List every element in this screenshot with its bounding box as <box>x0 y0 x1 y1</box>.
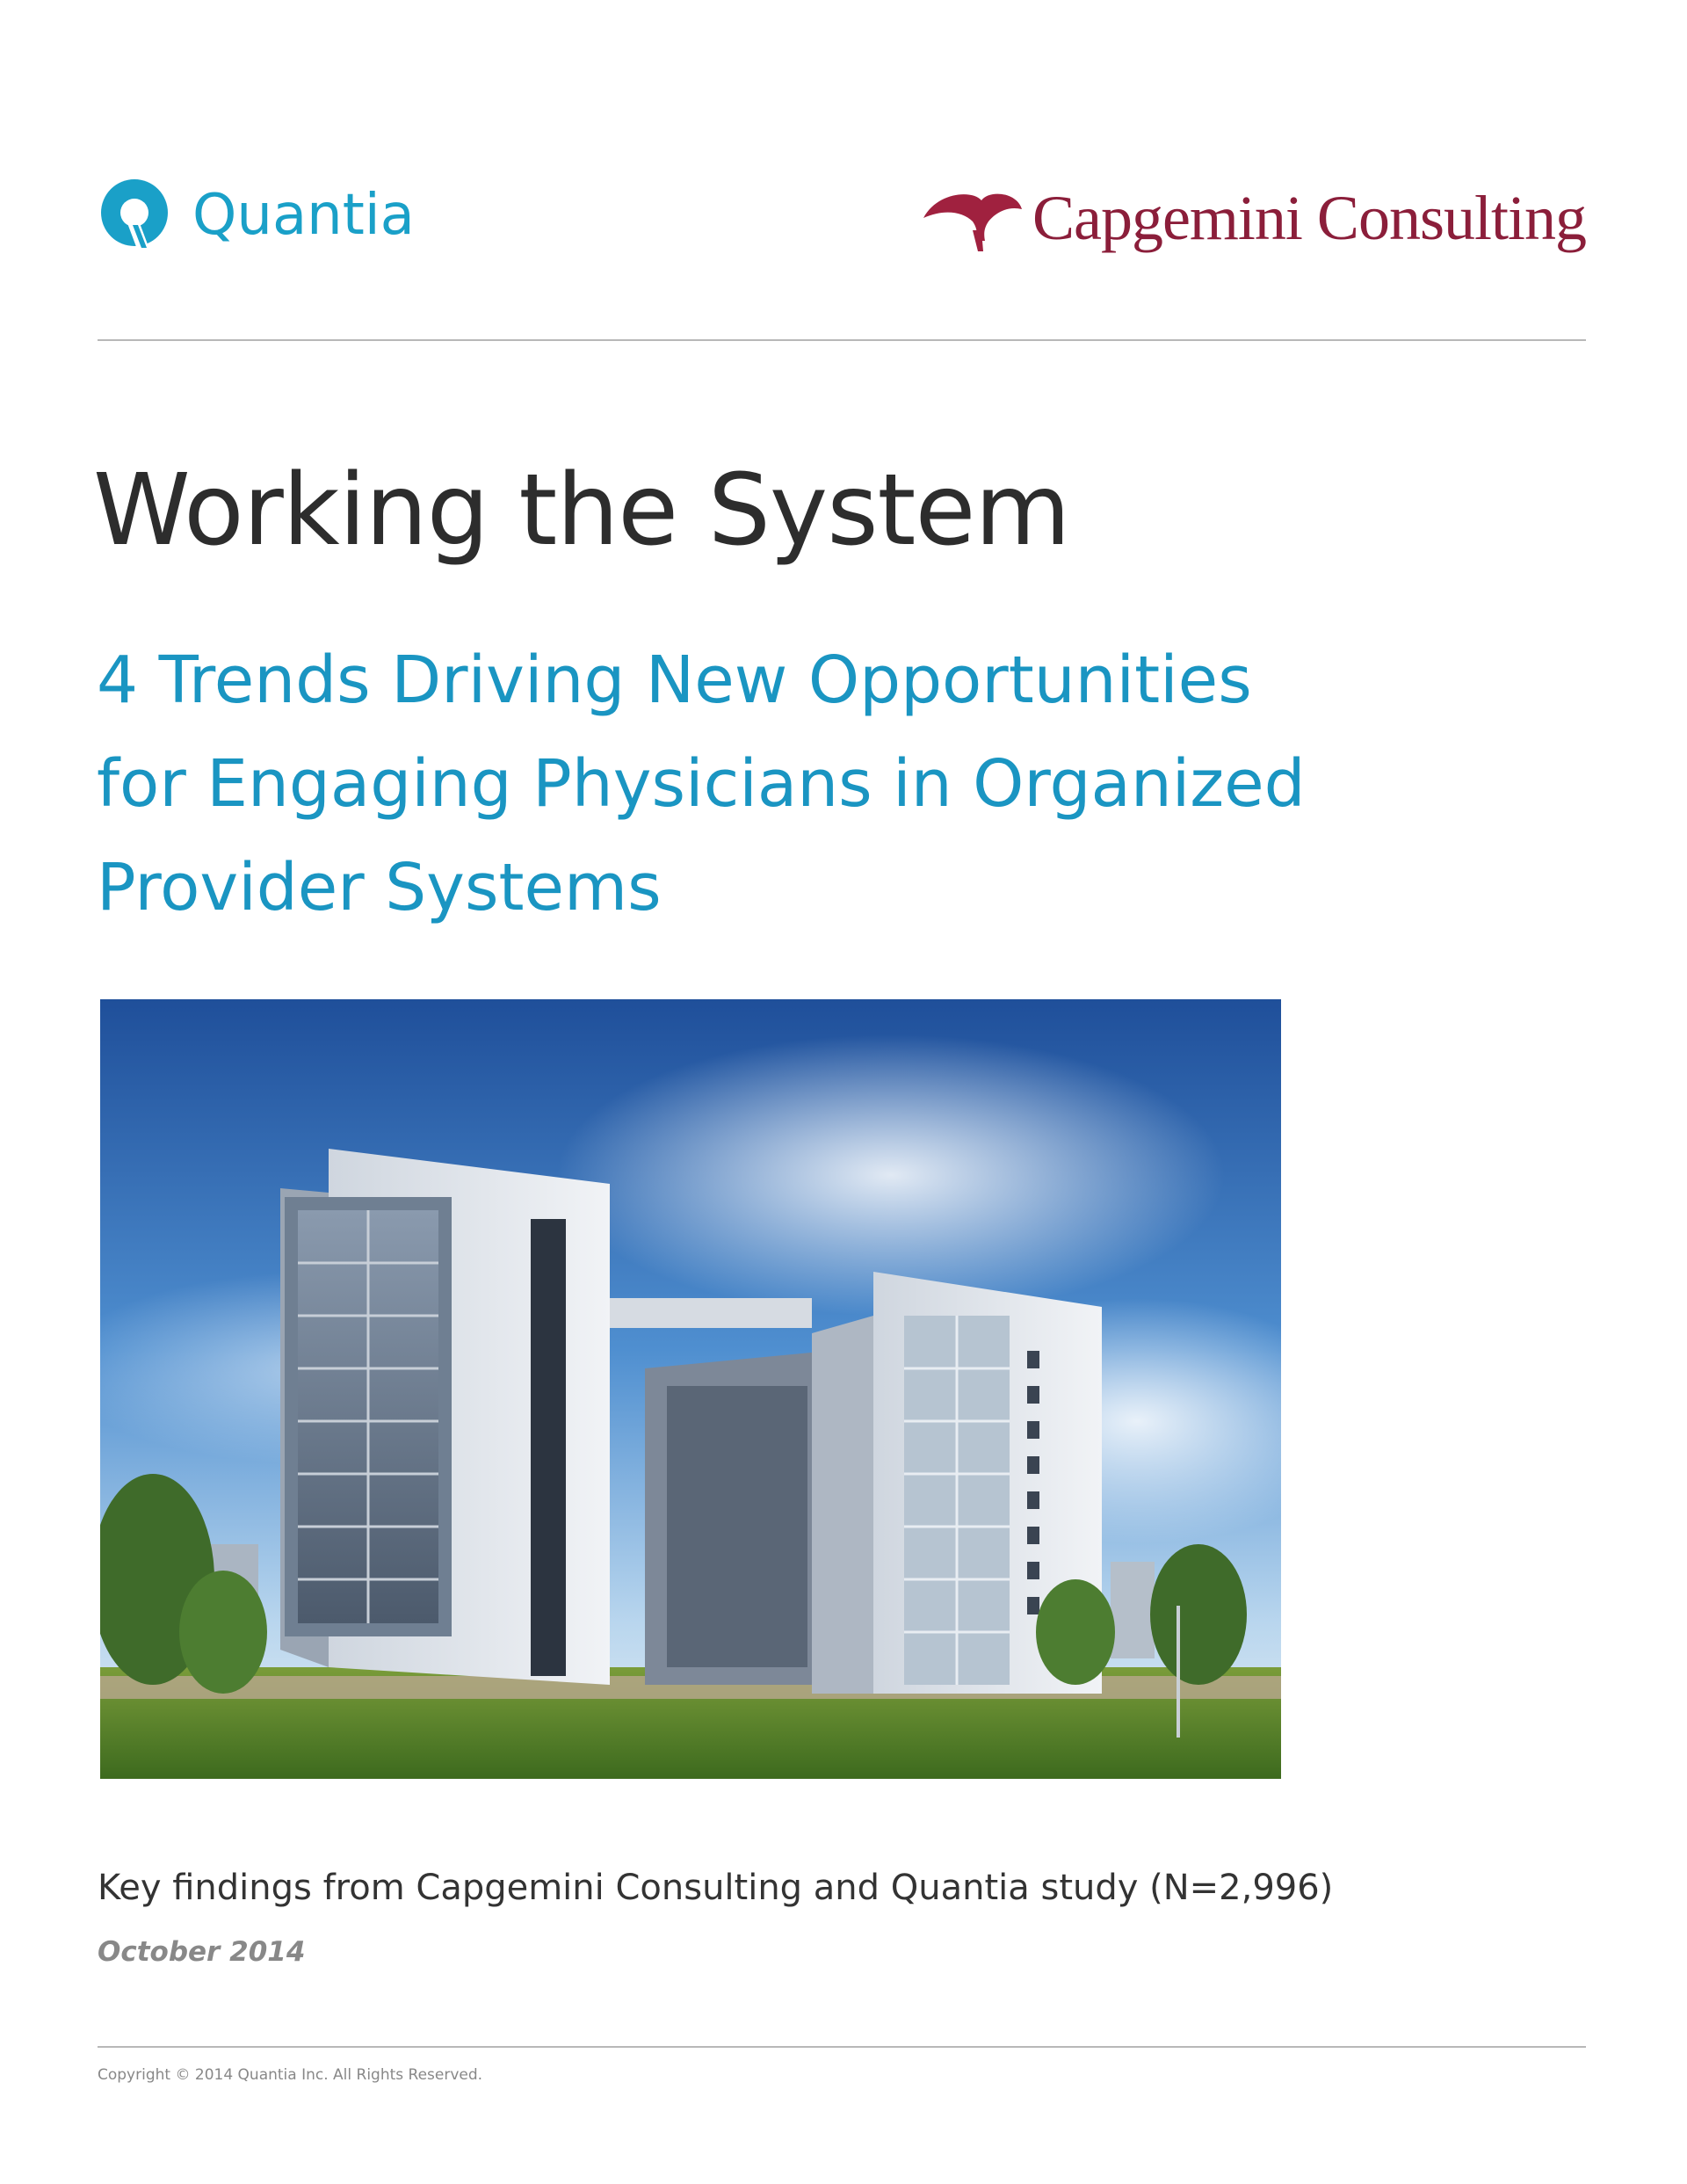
capgemini-wordmark: Capgemini Consulting <box>1032 183 1586 253</box>
header-divider <box>98 339 1586 341</box>
quantia-q-icon <box>98 178 173 253</box>
capgemini-logo <box>920 174 1586 262</box>
quantia-logo <box>98 176 415 255</box>
capgemini-spade-icon <box>920 183 1025 253</box>
key-findings-text: Key findings from Capgemini Consulting and Quantia study (N=2,996) <box>98 1868 1334 1908</box>
cover-image <box>100 999 1281 1779</box>
subtitle-line: 4 Trends Driving New Opportunities <box>97 642 1252 718</box>
subtitle-line: Provider Systems <box>97 850 662 925</box>
publication-date: October 2014 <box>98 1936 306 1968</box>
subtitle-line: for Engaging Physicians in Organized <box>97 746 1306 822</box>
quantia-wordmark: Quantia <box>192 183 415 248</box>
document-title: Working the System <box>93 453 1070 568</box>
building-illustration <box>100 999 1281 1779</box>
copyright-notice: Copyright © 2014 Quantia Inc. All Rights Reserved. <box>98 2066 483 2084</box>
footer-divider <box>98 2046 1586 2048</box>
document-subtitle <box>97 628 1502 940</box>
